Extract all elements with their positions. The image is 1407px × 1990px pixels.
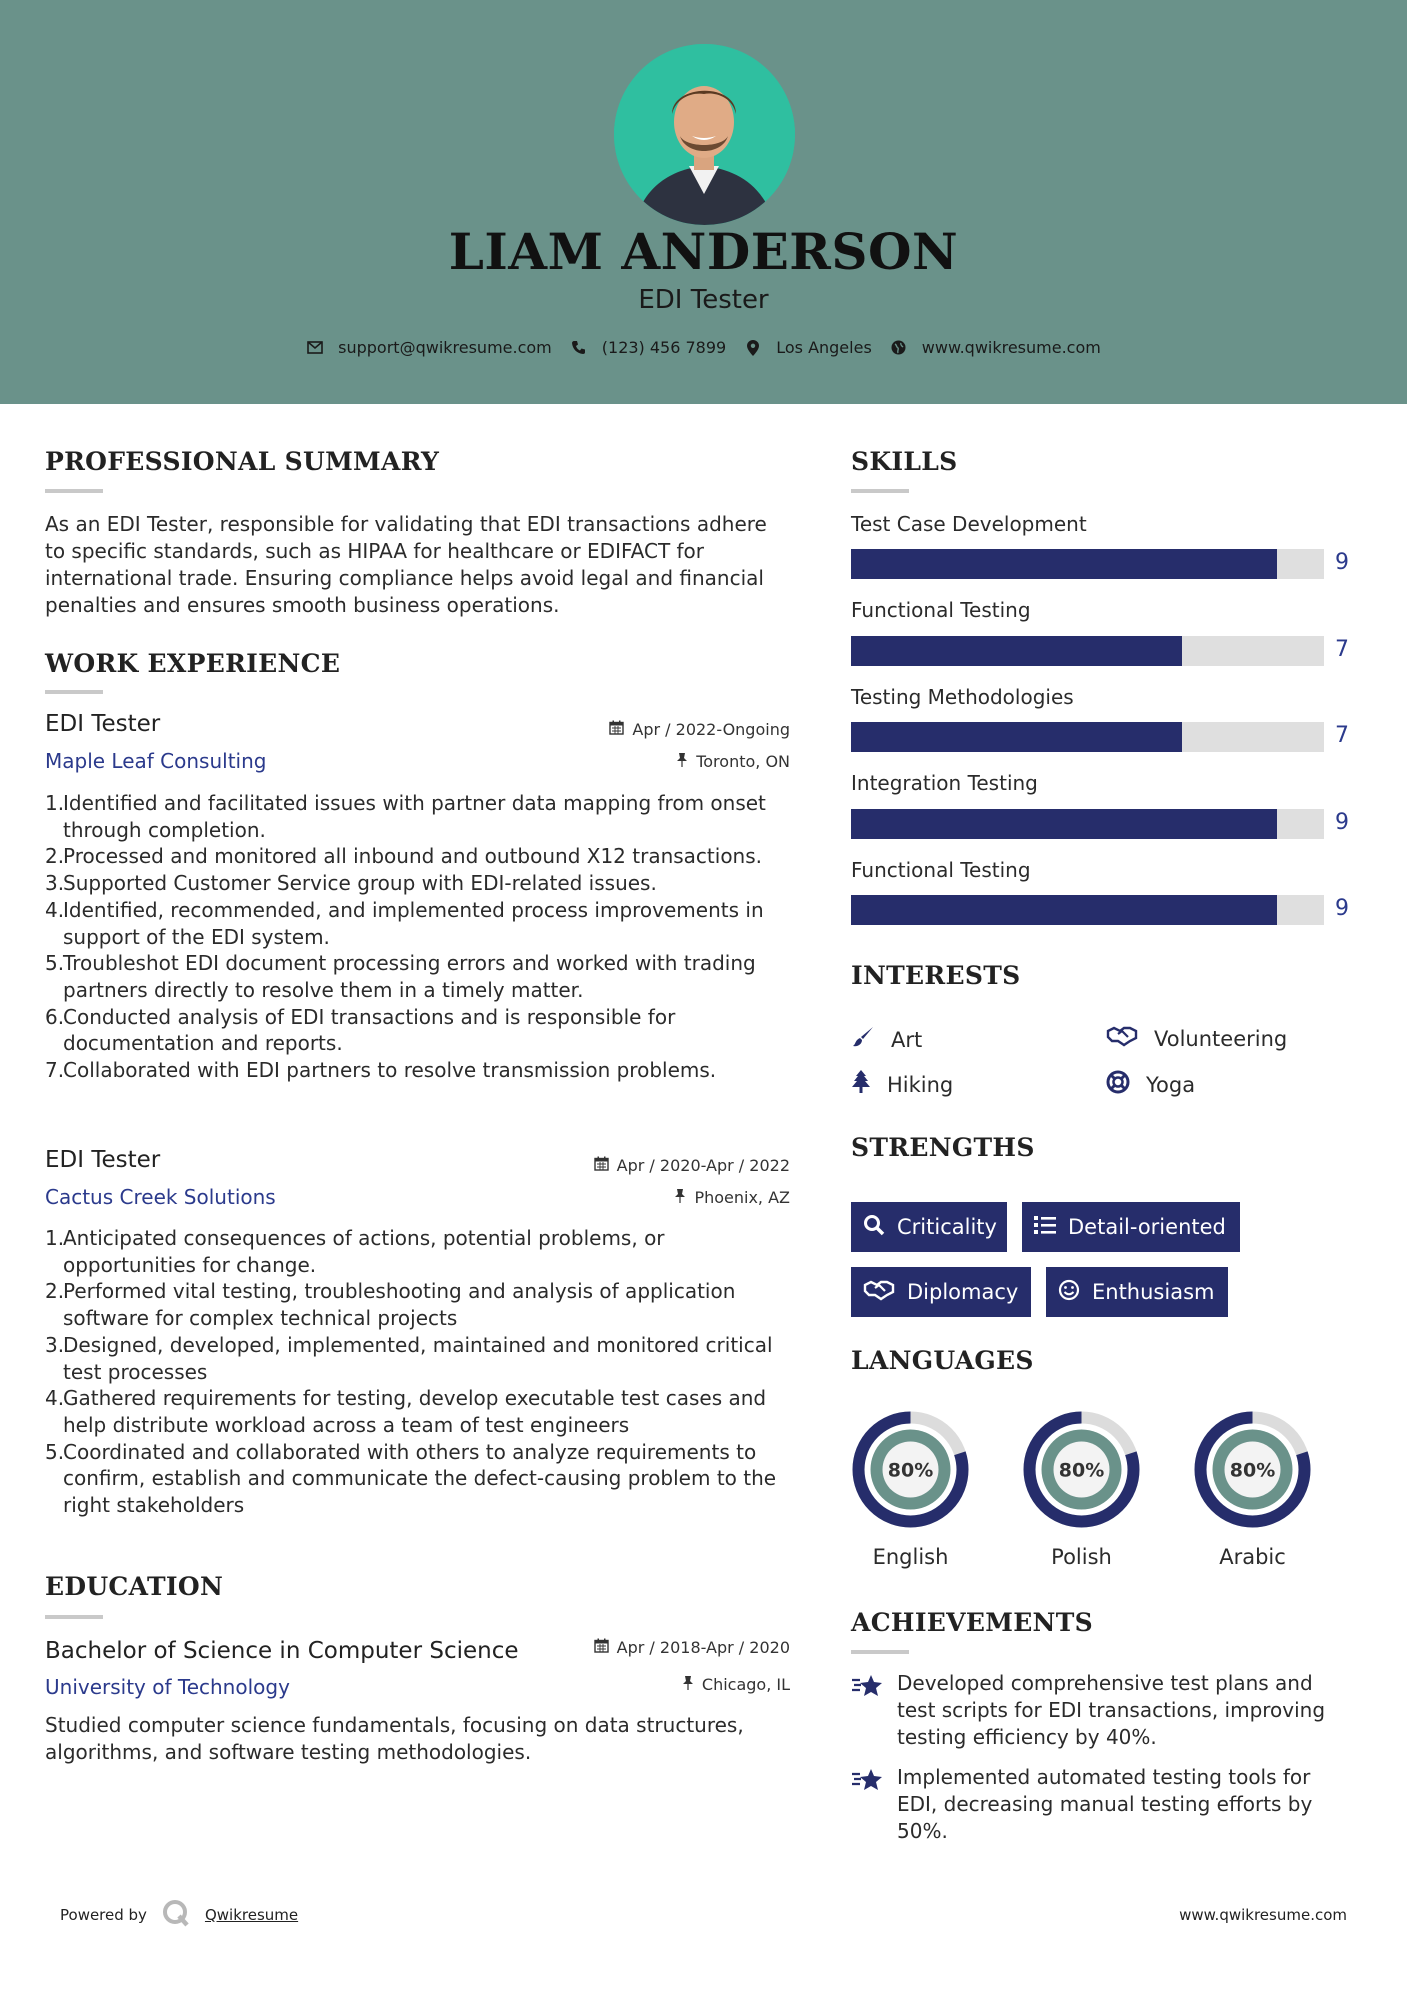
job-date-text: Apr / 2022-Ongoing	[632, 720, 790, 739]
profile-photo	[614, 44, 795, 225]
list-item: 2. Performed vital testing, troubleshooting and analysis of application software for complex technical projects	[45, 1279, 736, 1331]
list-item: 5. Troubleshot EDI document processing errors and worked with trading partners directly to resolve them in a timely matter.	[45, 951, 756, 1002]
list-item: 2. Processed and monitored all inbound and outbound X12 transactions.	[45, 844, 763, 869]
interest-item	[1106, 1070, 1195, 1099]
lifering-icon	[1106, 1070, 1130, 1099]
search-icon	[863, 1214, 885, 1241]
skill-value: 7	[1335, 637, 1349, 662]
qwikresume-link[interactable]: Qwikresume	[204, 1906, 299, 1924]
skill-bar-fill	[851, 636, 1182, 666]
summary-underline	[45, 489, 103, 493]
experience-heading: WORK EXPERIENCE	[45, 649, 341, 678]
language-ring	[1019, 1407, 1144, 1532]
strength-tag	[1046, 1267, 1228, 1317]
list-item: 3. Designed, developed, implemented, maintained and monitored critical test processes	[45, 1332, 773, 1384]
language-ring	[848, 1407, 973, 1532]
candidate-title: EDI Tester	[638, 285, 769, 315]
job-title: EDI Tester	[45, 711, 161, 737]
pushpin-icon	[682, 1675, 694, 1694]
company-name[interactable]: Cactus Creek Solutions	[45, 1185, 276, 1209]
achievement-item	[851, 1764, 1346, 1845]
education-heading: EDUCATION	[45, 1572, 224, 1601]
list-item: 1. Anticipated consequences of actions, potential problems, or opportunities for change.	[45, 1226, 665, 1277]
contact-email[interactable]	[306, 338, 552, 357]
calendar-icon	[594, 1638, 609, 1657]
job-location-text: Toronto, ON	[696, 752, 790, 771]
globe-icon	[890, 339, 908, 357]
list-item: 1. Identified and facilitated issues with partner data mapping from onset through completion.	[45, 791, 766, 842]
achievement-item	[851, 1670, 1346, 1751]
skill-value: 9	[1335, 810, 1349, 835]
contact-bar	[0, 338, 1407, 357]
list-item: 4. Identified, recommended, and implemented process improvements in support of the EDI system.	[45, 897, 764, 949]
interest-label: Art	[891, 1027, 923, 1052]
skill-bar	[851, 809, 1324, 839]
list-item: 5. Coordinated and collaborated with others to analyze requirements to confirm, establish and communicate the defect-causing problem to the right stakeholders	[45, 1439, 777, 1518]
tree-icon	[851, 1070, 871, 1099]
achievement-text: Implemented automated testing tools for EDI, decreasing manual testing efforts by 50%.	[897, 1765, 1313, 1843]
company-name[interactable]: Maple Leaf Consulting	[45, 749, 267, 773]
candidate-name: LIAM ANDERSON	[448, 222, 959, 281]
qwikresume-logo-icon	[161, 1898, 191, 1932]
star-award-icon	[851, 1670, 883, 1751]
achievements-heading: ACHIEVEMENTS	[851, 1608, 1093, 1637]
contact-phone-text: (123) 456 7899	[601, 338, 727, 357]
summary-heading: PROFESSIONAL SUMMARY	[45, 447, 440, 476]
star-award-icon	[851, 1764, 883, 1845]
list-item: 4. Gathered requirements for testing, develop executable test cases and help distribute workload across a team of test engineers	[45, 1386, 767, 1437]
contact-website-text: www.qwikresume.com	[921, 338, 1101, 357]
contact-website[interactable]	[890, 338, 1101, 357]
pushpin-icon	[676, 752, 688, 771]
interest-item	[851, 1070, 953, 1099]
skill-bar-fill	[851, 722, 1182, 752]
education-location-text: Chicago, IL	[701, 1675, 790, 1694]
education-location	[682, 1675, 790, 1694]
strength-label: Detail-oriented	[1068, 1215, 1226, 1239]
skill-name: Functional Testing	[851, 598, 1031, 622]
map-pin-icon	[744, 339, 762, 357]
skill-bar	[851, 636, 1324, 666]
education-date-text: Apr / 2018-Apr / 2020	[616, 1638, 790, 1657]
skill-name: Integration Testing	[851, 771, 1038, 795]
strength-label: Diplomacy	[907, 1280, 1019, 1304]
achievements-underline	[851, 1650, 909, 1654]
paintbrush-icon	[851, 1025, 875, 1054]
degree-title: Bachelor of Science in Computer Science	[45, 1638, 519, 1664]
language-gauge	[1019, 1407, 1144, 1536]
skills-heading: SKILLS	[851, 447, 958, 476]
skill-bar	[851, 722, 1324, 752]
handshake-icon	[1106, 1025, 1138, 1052]
strength-tag	[851, 1202, 1007, 1252]
footer-powered-by	[60, 1898, 298, 1932]
header-banner	[0, 0, 1407, 404]
job-location-text: Phoenix, AZ	[694, 1188, 790, 1207]
job-date	[609, 720, 790, 739]
list-item: 7. Collaborated with EDI partners to resolve transmission problems.	[45, 1058, 717, 1083]
language-name: Arabic	[1219, 1545, 1286, 1569]
envelope-icon	[306, 339, 324, 357]
skill-value: 9	[1335, 896, 1349, 921]
contact-location	[744, 338, 872, 357]
achievement-text: Developed comprehensive test plans and test scripts for EDI transactions, improving testing efficiency by 40%.	[897, 1671, 1326, 1749]
pushpin-icon	[674, 1188, 686, 1207]
job-duties-list	[45, 1225, 790, 1519]
language-name: Polish	[1051, 1545, 1112, 1569]
strength-tag	[851, 1267, 1031, 1317]
list-item: 3. Supported Customer Service group with EDI-related issues.	[45, 871, 657, 896]
strengths-heading: STRENGTHS	[851, 1133, 1035, 1162]
footer-site[interactable]: www.qwikresume.com	[1179, 1906, 1347, 1924]
calendar-icon	[594, 1156, 609, 1175]
job-title: EDI Tester	[45, 1147, 161, 1173]
job-location	[674, 1188, 790, 1207]
language-percent: 80%	[1229, 1459, 1276, 1482]
skill-value: 7	[1335, 723, 1349, 748]
skill-bar-fill	[851, 549, 1277, 579]
skill-name: Testing Methodologies	[851, 685, 1074, 709]
calendar-icon	[609, 720, 624, 739]
skill-bar-fill	[851, 895, 1277, 925]
education-date	[594, 1638, 790, 1657]
interest-item	[1106, 1025, 1287, 1052]
education-underline	[45, 1615, 103, 1619]
interest-label: Volunteering	[1154, 1026, 1288, 1051]
language-percent: 80%	[1058, 1459, 1105, 1482]
interest-item	[851, 1025, 922, 1054]
interest-label: Yoga	[1146, 1072, 1196, 1097]
phone-icon	[570, 339, 588, 357]
language-gauge	[848, 1407, 973, 1536]
skills-underline	[851, 489, 909, 493]
interests-heading: INTERESTS	[851, 961, 1021, 990]
language-gauge	[1190, 1407, 1315, 1536]
skill-bar	[851, 549, 1324, 579]
interest-label: Hiking	[887, 1072, 954, 1097]
school-name[interactable]: University of Technology	[45, 1675, 290, 1699]
languages-heading: LANGUAGES	[851, 1346, 1034, 1375]
job-duties-list	[45, 790, 790, 1084]
contact-phone[interactable]	[570, 338, 726, 357]
handshake-icon	[863, 1279, 895, 1306]
language-percent: 80%	[887, 1459, 934, 1482]
list-icon	[1034, 1215, 1056, 1240]
strength-tag	[1022, 1202, 1240, 1252]
experience-underline	[45, 690, 103, 694]
job-date	[594, 1156, 790, 1175]
contact-email-text: support@qwikresume.com	[338, 338, 552, 357]
list-item: 6. Conducted analysis of EDI transactions and is responsible for documentation and reports.	[45, 1004, 676, 1056]
job-date-text: Apr / 2020-Apr / 2022	[616, 1156, 790, 1175]
summary-text: As an EDI Tester, responsible for validating that EDI transactions adhere to specific standards, such as HIPAA for healthcare or EDIFACT for international trade. Ensuring compliance helps avoid legal and financial penalties and ensures smooth business operations.	[45, 512, 767, 617]
skill-bar	[851, 895, 1324, 925]
skill-value: 9	[1335, 550, 1349, 575]
job-location	[676, 752, 790, 771]
skill-name: Test Case Development	[851, 512, 1087, 536]
education-description: Studied computer science fundamentals, focusing on data structures, algorithms, and software testing methodologies.	[45, 1713, 744, 1764]
language-ring	[1190, 1407, 1315, 1532]
contact-location-text: Los Angeles	[776, 338, 872, 357]
powered-by-label: Powered by	[60, 1906, 147, 1924]
skill-name: Functional Testing	[851, 858, 1031, 882]
strength-label: Criticality	[897, 1215, 997, 1239]
skill-bar-fill	[851, 809, 1277, 839]
language-name: English	[872, 1545, 949, 1569]
smile-icon	[1058, 1279, 1080, 1306]
strength-label: Enthusiasm	[1092, 1280, 1215, 1304]
